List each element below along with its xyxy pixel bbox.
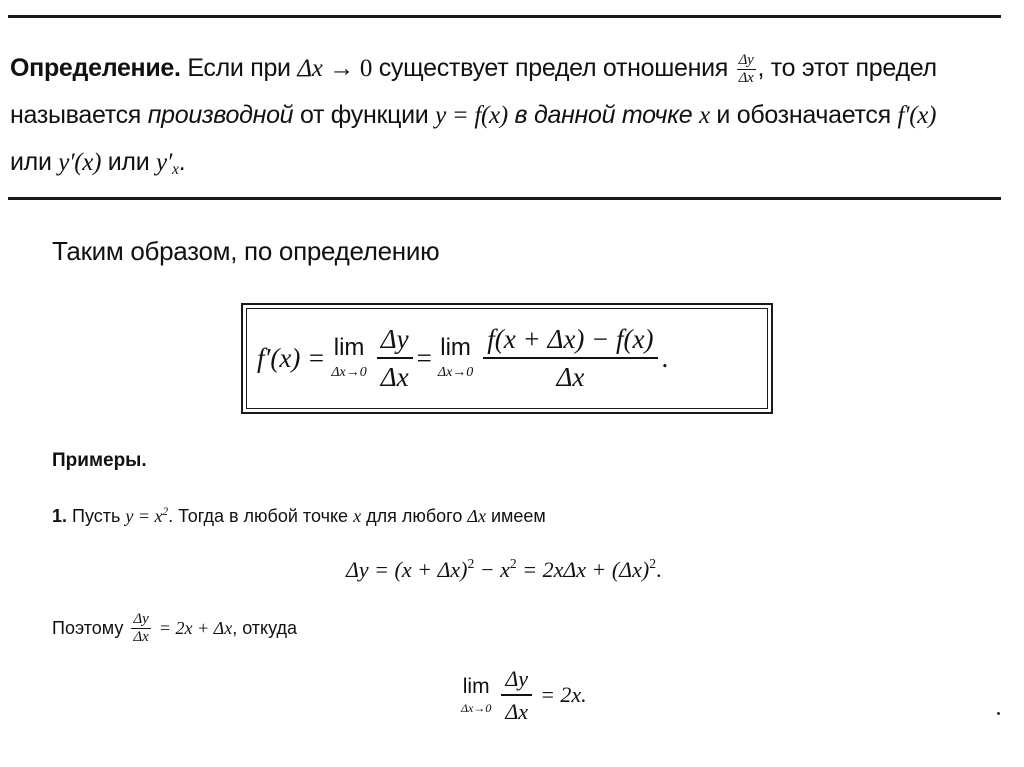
fraction-denominator: Δx — [380, 361, 409, 392]
math-subscript: x — [172, 160, 179, 178]
limit-operator — [461, 676, 491, 714]
example-1-text — [52, 506, 546, 527]
limit-word: lim — [440, 334, 471, 361]
fraction-dy-dx — [501, 667, 532, 722]
math-superscript: 2 — [162, 505, 169, 518]
equation-delta-y — [346, 557, 662, 583]
equation-end: . — [656, 557, 662, 582]
stray-dot — [997, 712, 1000, 715]
definition-label: Определение. — [10, 54, 181, 82]
fraction-denominator: Δx — [556, 361, 585, 392]
definition-text: существует предел отношения — [378, 54, 728, 82]
math-notation: f′(x) — [897, 102, 937, 129]
intro-text: Таким образом, по определению — [52, 236, 440, 266]
definition-text: и обозначается — [716, 101, 891, 129]
fraction-dy-dx — [377, 325, 413, 391]
math-point: x — [698, 102, 710, 129]
math-notation-base: y′ — [156, 149, 172, 176]
math-function-base: y = x — [125, 506, 163, 526]
definition-text: или — [10, 148, 52, 176]
math-arrow-zero: → 0 — [329, 55, 373, 82]
fraction-dy-dx — [131, 612, 150, 645]
equation-part: = 2xΔx + (Δx) — [516, 557, 650, 582]
definition-line-3 — [10, 139, 1000, 186]
limit-subscript: Δx→0 — [437, 365, 474, 380]
limit-subscript: Δx→0 — [461, 701, 492, 715]
limit-operator — [438, 336, 473, 380]
math-superscript: 2 — [509, 556, 517, 572]
equation-limit-result — [455, 660, 587, 730]
top-rule — [8, 15, 1001, 18]
example-number: 1. — [52, 506, 68, 526]
example-1-continuation — [52, 606, 297, 650]
definition-term: производной — [147, 101, 294, 129]
fraction-dy-dx — [737, 53, 756, 86]
fraction-denominator: Δx — [505, 698, 529, 724]
formula-end: . — [661, 342, 669, 373]
math-var: x — [353, 506, 362, 526]
example-text: Поэтому — [52, 617, 124, 638]
limit-subscript: Δx→0 — [331, 365, 367, 380]
example-text: имеем — [490, 506, 546, 526]
equation-rhs: = 2x + Δx — [158, 617, 233, 638]
derivative-formula-box — [241, 303, 773, 414]
definition-line-1 — [10, 45, 1000, 92]
definition-block — [10, 45, 1000, 186]
equation-part: − x — [474, 557, 510, 582]
limit-word: lim — [333, 334, 365, 361]
math-function: y = f(x) — [435, 102, 508, 129]
math-function — [125, 506, 168, 526]
equation-part: Δy = (x + Δx) — [346, 557, 468, 582]
definition-text: называется — [10, 101, 142, 129]
bottom-rule — [8, 197, 1001, 200]
definition-text: или — [107, 148, 150, 176]
definition-text: . — [178, 148, 186, 176]
fraction-numerator: Δy — [133, 610, 149, 627]
definition-text: от функции — [299, 101, 429, 129]
equals-sign: = — [416, 342, 432, 373]
difference-quotient — [483, 325, 657, 391]
definition-text: Если при — [187, 54, 291, 82]
math-superscript: 2 — [467, 556, 475, 572]
definition-line-2 — [10, 92, 1000, 139]
limit-word: lim — [462, 675, 490, 698]
example-text: , откуда — [232, 617, 298, 638]
fraction-numerator: Δy — [377, 325, 413, 358]
derivative-formula — [257, 315, 668, 401]
math-delta-x: Δx — [297, 55, 323, 82]
definition-text-italic: в данной точке — [514, 101, 693, 129]
fraction-denominator: Δx — [133, 628, 149, 645]
fraction-numerator: Δy — [501, 667, 532, 695]
limit-operator — [331, 336, 366, 380]
example-text: . Тогда в любой точке — [168, 506, 349, 526]
formula-lhs: f′(x) = — [257, 342, 326, 373]
math-notation — [156, 149, 179, 176]
definition-text: , то этот предел — [757, 54, 937, 82]
fraction-numerator: Δy — [738, 51, 754, 68]
fraction-denominator: Δx — [738, 69, 754, 86]
math-delta-x: Δx — [467, 506, 486, 526]
fraction-numerator: f(x + Δx) − f(x) — [483, 325, 657, 358]
example-text: для любого — [366, 506, 463, 526]
math-superscript: 2 — [649, 556, 656, 572]
example-text: Пусть — [72, 506, 121, 526]
equation-rhs: = 2x. — [540, 682, 587, 707]
math-notation: y′(x) — [58, 149, 102, 176]
examples-title: Примеры. — [52, 450, 147, 471]
